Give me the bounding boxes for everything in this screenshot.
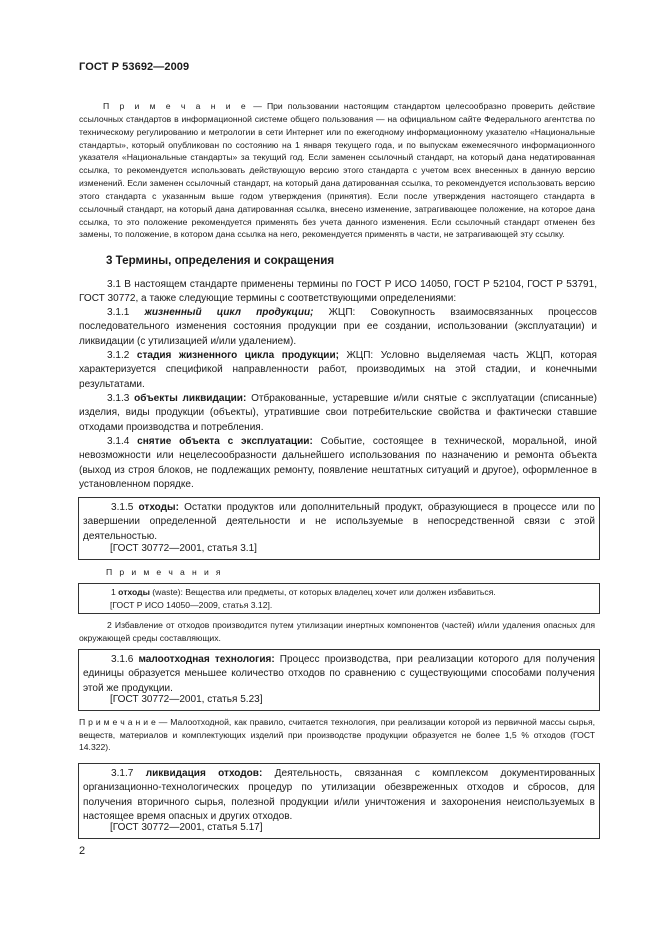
note-label: П р и м е ч а н и е — [103, 101, 249, 111]
clause-3-1-3: 3.1.3 объекты ликвидации: Отбракованные, устаревшие и/или снятые с эксплуатации (списанные) изделия, виды продукции (объекты), утратившие свои потребительские свойства и фактически ставшие отходами производства и потребления. — [79, 393, 597, 433]
note-label: П р и м е ч а н и е — [79, 717, 156, 727]
notes-label: П р и м е ч а н и я — [106, 567, 223, 577]
clause-3-1: 3.1 В настоящем стандарте применены термины по ГОСТ Р ИСО 14050, ГОСТ Р 52104, ГОСТ Р 53791, ГОСТ 30772, а также следующие термины с соответствующими определениями: — [79, 279, 597, 305]
term: стадия жизненного цикла продукции; — [136, 350, 339, 361]
source-reference: [ГОСТ 30772—2001, статья 5.17] — [110, 822, 263, 833]
term: малоотходная технология: — [138, 654, 275, 665]
definition-box-3-1-6: 3.1.6 малоотходная технология: Процесс производства, при реализации которого для получения единицы образуется меньшее количество отходов по сравнению с существующими способами получения этой же продукции. [ГОСТ 30772—2001, статья 5.23] — [78, 649, 600, 711]
clause-3-1-2: 3.1.2 стадия жизненного цикла продукции; ЖЦП: Условно выделяемая часть ЖЦП, которая характеризуется спецификой направленности работ, производимых на этой стадии, и конечными результатами. — [79, 350, 597, 390]
source-reference: [ГОСТ Р ИСО 14050—2009, статья 3.12]. — [110, 600, 273, 610]
source-reference: [ГОСТ 30772—2001, статья 3.1] — [110, 543, 257, 554]
page-number: 2 — [79, 845, 86, 857]
term: жизненный цикл продукции; — [144, 307, 314, 318]
document-header: ГОСТ Р 53692—2009 — [79, 61, 190, 73]
note-text: — При пользовании настоящим стандартом целесообразно проверить действие ссылочных стандартов в информационной системе общего пользования — на официальном сайте Федерального агентства по техническому регулированию и метрологии в сети Интернет или по ежегодному информационному указателю «Национальные стандарты», который опубликован по состоянию на 1 января текущего года, и по выпускам ежемесячного информационного указателя «Национальные стандарты» за текущий год. Если заменен ссылочный стандарт, на который дана недатированная ссылка, то рекомендуется использовать действующую версию этого стандарта с учетом всех внесенных в данную версию изменений. Если заменен ссылочный стандарт, на который дана датированная ссылка, то рекомендуется использовать версию этого стандарта с указанным выше годом утверждения (принятия). Если после утверждения настоящего стандарта в ссылочный стандарт, на который дана датированная ссылка, внесено изменение, затрагивающее положение, на которое дана ссылка, то это положение рекомендуется применять без учета данного изменения. Если ссылочный стандарт отменен без замены, то положение, в котором дана ссылка на него, рекомендуется применять в части, не затрагивающей эту ссылку. — [79, 101, 595, 240]
clause-3-1-1: 3.1.1 жизненный цикл продукции; ЖЦП: Совокупность взаимосвязанных процессов последовательного изменения состояния продукции при ее создании, использовании (эксплуатации) и ликвидации (с утилизацией и/или удалением). — [79, 307, 597, 347]
term: снятие объекта с эксплуатации: — [137, 436, 313, 447]
note-malootkhodnaya: П р и м е ч а н и е — Малоотходной, как правило, считается технология, при реализации которой из первичной массы сырья, веществ, материалов и комплектующих изделий при производстве продукции образуется не более 1,5 % отходов (ГОСТ 14.322). — [79, 717, 595, 753]
note-box-1: 1 отходы (waste): Вещества или предметы, от которых владелец хочет или должен избавиться. [ГОСТ Р ИСО 14050—2009, статья 3.12]. — [78, 583, 600, 614]
section-title: 3 Термины, определения и сокращения — [106, 254, 335, 267]
definition-box-3-1-7: 3.1.7 ликвидация отходов: Деятельность, связанная с комплексом документированных организационно-технологических процедур по утилизации обезвреженных отходов и сбросов, для получения вторичного сырья, полезной продукции и/или уничтожения и захоронения неиспользуемых в настоящее время опасных и других отходов. [ГОСТ 30772—2001, статья 5.17] — [78, 763, 600, 839]
note-2: 2 Избавление от отходов производится путем утилизации инертных компонентов (частей) и/или удаления опасных для окружающей среды составляющих. — [79, 620, 595, 643]
term: отходы — [118, 587, 150, 597]
clause-3-1-4: 3.1.4 снятие объекта с эксплуатации: Событие, состоящее в технической, моральной, иной невозможности или нецелесообразности дальнейшего использования по назначению и ремонта объекта (выход из строя блоков, не подлежащих ремонту, появление нештатных ситуаций и другое), оформленное в установленном порядке. — [79, 436, 598, 491]
definition-box-3-1-5: 3.1.5 отходы: Остатки продуктов или дополнительный продукт, образующиеся в процессе или по завершении определенной деятельности и не используемые в непосредственной связи с этой деятельностью. [ГОСТ 30772—2001, статья 3.1] — [78, 497, 600, 560]
source-reference: [ГОСТ 30772—2001, статья 5.23] — [110, 694, 263, 705]
term: отходы: — [138, 502, 179, 513]
term: ликвидация отходов: — [145, 768, 263, 779]
term: объекты ликвидации: — [134, 393, 247, 404]
reference-note — [79, 100, 595, 241]
